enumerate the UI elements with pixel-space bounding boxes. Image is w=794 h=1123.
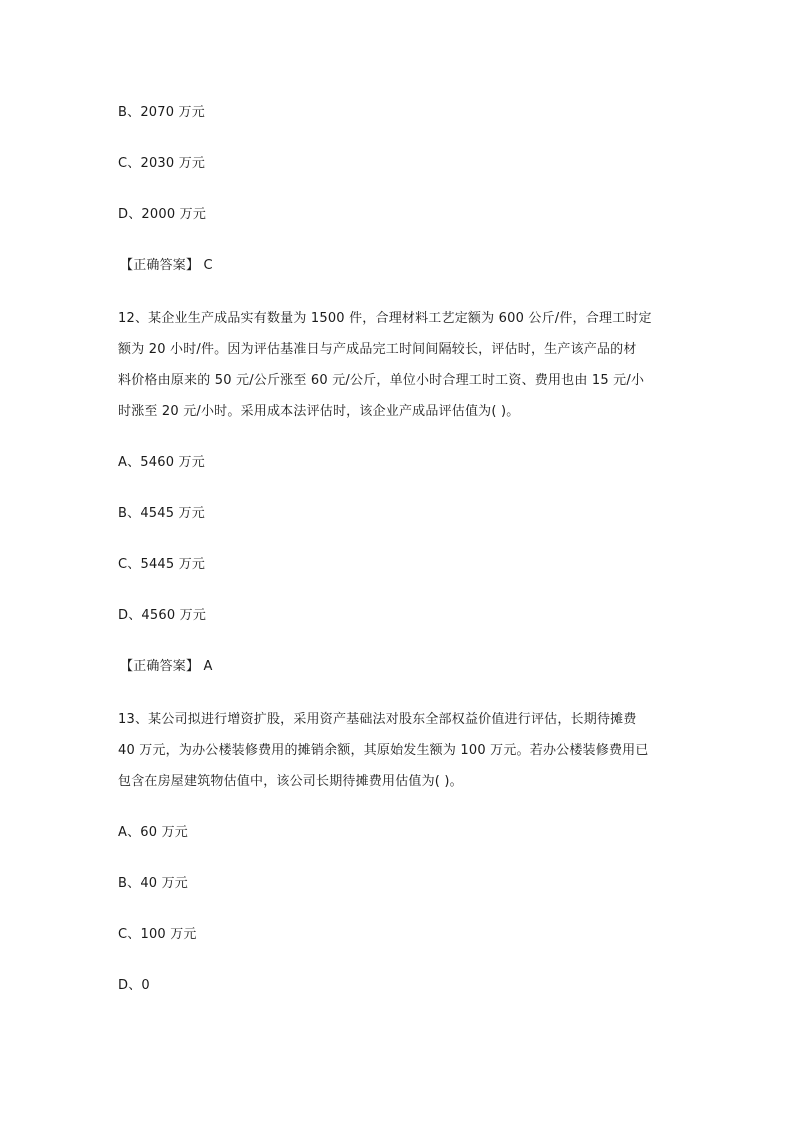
question-13-line-1: 13、某公司拟进行增资扩股，采用资产基础法对股东全部权益价值进行评估，长期待摊费 [118, 712, 637, 727]
q13-option-b: B、40 万元 [118, 876, 188, 891]
answer-label: 【正确答案】 [120, 258, 200, 273]
q13-option-a: A、60 万元 [118, 825, 188, 840]
q12-option-a: A、5460 万元 [118, 455, 205, 470]
q12-correct-answer [120, 659, 213, 675]
answer-label: 【正确答案】 [120, 659, 200, 674]
question-12-line-4: 时涨至 20 元/小时。采用成本法评估时，该企业产成品评估值为( )。 [118, 404, 520, 419]
question-12-line-1: 12、某企业生产成品实有数量为 1500 件，合理材料工艺定额为 600 公斤/件，合理工时定 [118, 311, 652, 326]
q13-option-c: C、100 万元 [118, 927, 197, 942]
question-12-line-2: 额为 20 小时/件。因为评估基准日与产成品完工时间间隔较长，评估时，生产该产品的材 [118, 342, 637, 357]
option-b: B、2070 万元 [118, 105, 205, 120]
option-c: C、2030 万元 [118, 156, 206, 171]
question-12-line-3: 料价格由原来的 50 元/公斤涨至 60 元/公斤，单位小时合理工时工资、费用也由 15 元/小 [118, 373, 645, 388]
q12-option-d: D、4560 万元 [118, 608, 207, 623]
correct-answer [120, 258, 213, 274]
answer-value: A [203, 659, 213, 674]
option-d: D、2000 万元 [118, 207, 207, 222]
q13-option-d: D、0 [118, 978, 150, 993]
question-13-line-3: 包含在房屋建筑物估值中，该公司长期待摊费用估值为( )。 [118, 774, 463, 789]
q12-option-c: C、5445 万元 [118, 557, 206, 572]
question-13-line-2: 40 万元，为办公楼装修费用的摊销余额，其原始发生额为 100 万元。若办公楼装修费用已 [118, 743, 649, 758]
q12-option-b: B、4545 万元 [118, 506, 205, 521]
answer-value: C [203, 258, 213, 273]
